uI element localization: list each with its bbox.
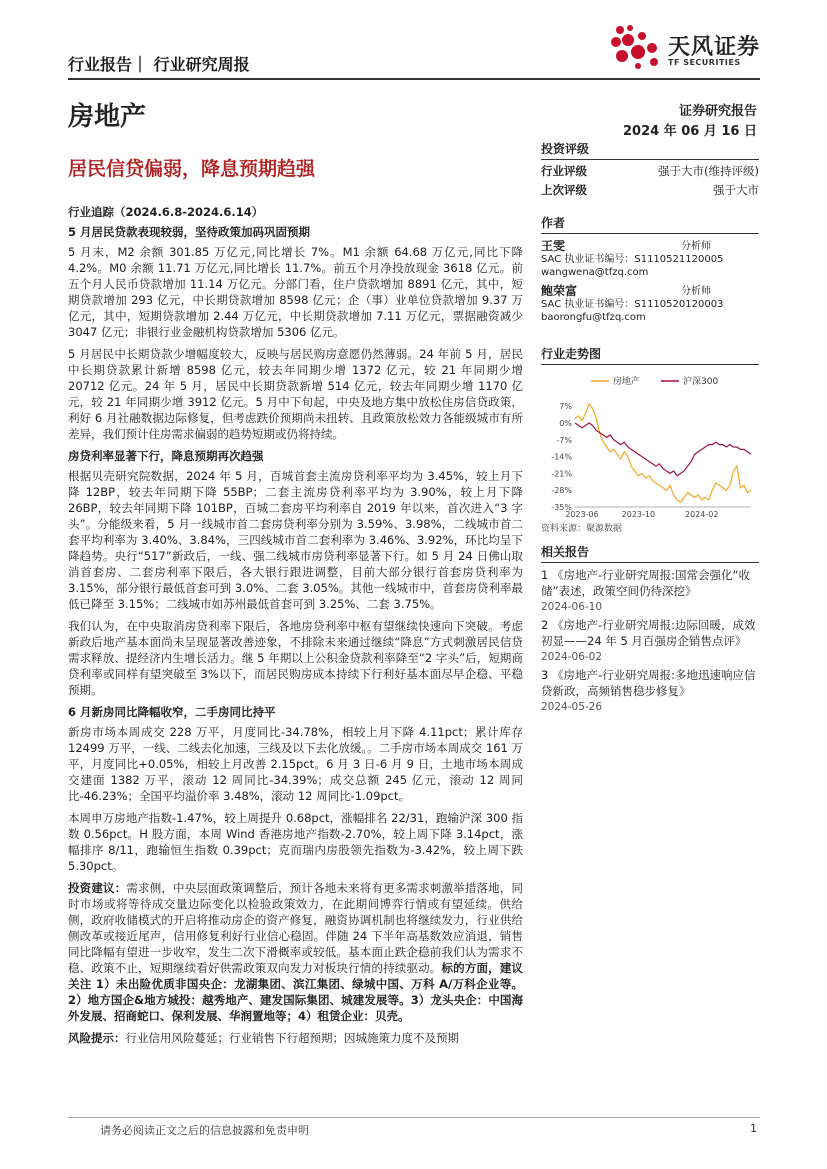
doc-kind: 证券研究报告	[678, 104, 757, 119]
chart-source: 资料来源：聚源数据	[541, 524, 623, 534]
report-category: 行业报告｜ 行业研究周报	[68, 55, 250, 74]
paragraph-1: 5 月末，M2 余额 301.85 万亿元,同比增长 7%。M1 余额 64.68 万亿元,同比下降 4.2%。M0 余额 11.71 万亿元,同比增长 11.7%。前五个月净投放现金 3618 亿元。前五个月人民币贷款增加 11.14 万亿元。分部门看，住户贷款增加 8891 亿元，其中，短期贷款增加 293 亿元，中长期贷款增加 8598 亿元；企（事）业单位贷款增加 9.37 万亿元，其中，短期贷款增加 2.44 万亿元，中长期贷款增加 7.11 万亿元，票据融资减少 3047 亿元；非银行业金融机构贷款增加 5306 亿元。	[68, 245, 523, 339]
risk-lead: 风险提示：	[68, 1031, 126, 1045]
related-date: 2024-05-26	[541, 701, 603, 713]
logo-cn: 天风证券	[668, 35, 761, 60]
section-heading-2: 房贷利率显著下行，降息预期再次趋强	[68, 449, 264, 463]
related-item[interactable]	[541, 667, 759, 715]
author-name: 鲍荣富	[541, 284, 578, 298]
related-heading: 相关报告	[541, 543, 759, 563]
author-item	[541, 285, 759, 324]
paragraph-2: 5 月居民中长期贷款少增幅度较大，反映与居民购房意愿仍然薄弱。24 年前 5 月，居民中长期贷款累计新增 8598 亿元，较去年同期少增 1372 亿元，较 21 年同期少增 20712 亿元。24 年 5 月，居民中长期贷款新增 514 亿元，较去年同期少增 1170 亿元，较 21 年同期少增 3912 亿元。5 月中下旬起，中央及地方集中放松住房信贷政策，利好 6 月社融数据边际修复，但考虑跌价预期尚未扭转、且政策放松效力各能级城市有所差异，我们预计住房需求偏弱的趋势短期或仍将持续。	[68, 347, 523, 441]
author-sac: SAC 执业证书编号：S1110520120003	[541, 299, 724, 310]
y-tick-label: -28%	[551, 486, 572, 496]
main-content	[68, 200, 523, 1052]
y-tick-label: -35%	[551, 503, 572, 512]
author-email[interactable]: baorongfu@tfzq.com	[541, 312, 646, 323]
y-tick-label: -21%	[551, 469, 572, 479]
prev-rating-row	[541, 182, 759, 198]
tracking-heading: 行业追踪（2024.6.8-2024.6.14）	[68, 205, 264, 219]
report-title: 居民信贷偏弱，降息预期趋强	[68, 158, 316, 180]
trend-chart	[541, 369, 759, 519]
investment-advice	[68, 880, 523, 1024]
related-item[interactable]	[541, 567, 759, 615]
y-tick-label: 7%	[559, 402, 572, 412]
author-name: 王雯	[541, 239, 566, 253]
section-heading-1: 5 月居民贷款表现较弱，坚待政策加码巩固预期	[68, 225, 311, 239]
paragraph-4: 我们认为，在中央取消房贷利率下限后，各地房贷利率中枢有望继续快速向下突破。考虑新政后地产基本面尚未呈现显著改善迹象，不排除未来通过继续“降息”方式刺激居民信贷需求释放、提经济内生增长活力。继 5 年期以上公积金贷款利率降至“2 字头”后，短期商贷利率或同样有望突破至 3%以下，而居民购房成本持续下行利好基本面尽早企稳、平稳预期。	[68, 619, 523, 697]
paragraph-5: 新房市场本周成交 228 万平，月度同比-34.78%，相较上月下降 4.11pct；累计库存 12499 万平，一线、二线去化加速，三线及以下去化放缓。。二手房市场本周成交 161 万平，月度同比+0.05%，相较上月改善 2.15pct。6 月 3 日-6 月 9 日，土地市场本周成交建面 1382 万平，滚动 12 周同比-34.39%；成交总额 245 亿元，滚动 12 周同比-46.23%；全国平均溢价率 3.48%，滚动 12 周同比-1.09pct。	[68, 725, 523, 803]
report-date: 2024 年 06 月 16 日	[623, 124, 757, 139]
related-title[interactable]: 3 《房地产-行业研究周报:多地迅速响应信贷新政，高频销售稳步修复》	[541, 668, 756, 698]
prev-rating-key: 上次评级	[541, 183, 587, 197]
authors-block	[541, 214, 759, 324]
related-item[interactable]	[541, 617, 759, 665]
rating-heading: 投资评级	[541, 140, 759, 160]
footer-disclaimer[interactable]: 请务必阅读正文之后的信息披露和免责申明	[100, 1124, 309, 1137]
related-date: 2024-06-02	[541, 651, 603, 663]
header-divider	[68, 78, 760, 80]
trend-block	[541, 345, 759, 534]
author-email[interactable]: wangwena@tfzq.com	[541, 267, 649, 278]
page-number: 1	[750, 1122, 757, 1135]
rating-key: 行业评级	[541, 164, 587, 178]
advice-text: 需求侧，中央层面政策调整后，预计各地未来将有更多需求刺激举措落地，同时市场或将等待成交量边际变化以检验政策效力，在此期间博弈行情或有望延续。供给侧，政府收储模式的开启将推动房企的资产修复，融资协调机制也将继续发力，行业供给侧改革或接近尾声，信用修复利好行业信心稳固。伴随 24 下半年高基数效应消退，销售同比降幅有望进一步收窄，发生二次下滑概率或较低。基本面止跌企稳前我们认为需求不稳、政策不止，短期继续看好供需政策双向发力对板块行情的持续驱动。	[68, 881, 523, 975]
series-line-hs300	[575, 423, 751, 476]
x-tick-label: 2024-02	[685, 510, 719, 519]
author-sac: SAC 执业证书编号：S1110521120005	[541, 254, 724, 265]
advice-targets: 标的方面，建议关注 1）未出险优质非国央企：龙湖集团、滨江集团、绿城中国、万科 A/万科企业等。2）地方国企&地方城投：越秀地产、建发国际集团、城建发展等。3）龙头央企：中国海外发展、招商蛇口、保利发展、华润置地等；4）租赁企业：贝壳。	[68, 961, 524, 1023]
advice-lead: 投资建议：	[68, 881, 127, 895]
legend-label: 沪深300	[683, 377, 719, 387]
related-date: 2024-06-10	[541, 601, 603, 613]
company-logo	[608, 22, 664, 72]
footer-divider	[68, 1117, 760, 1118]
related-block	[541, 543, 759, 715]
author-role: 分析师	[681, 286, 711, 297]
sector-title: 房地产	[68, 102, 147, 132]
paragraph-6: 本周申万房地产指数-1.47%，较上周提升 0.68pct，涨幅排名 22/31，跑输沪深 300 指数 0.56pct。H 股方面，本周 Wind 香港房地产指数-2.70%，较上周下降 3.14pct，涨幅排序 8/11，跑输恒生指数 0.39pct；克而瑞内房股领先指数为-3.42%，较上周下跌 5.30pct。	[68, 811, 523, 873]
paragraph-3: 根据贝壳研究院数据，2024 年 5 月，百城首套主流房贷利率平均为 3.45%，较上月下降 12BP，较去年同期下降 55BP；二套主流房贷利率平均为 3.90%，较上月下降 26BP，较去年同期下降 101BP，百城二套房平均利率自 2019 年以来，首次进入“3 字头”。分能级来看，5 月一线城市首二套房贷利率分别为 3.59%、3.98%，二线城市首二套平均利率为 3.40%、3.84%，三四线城市首二套利率为 3.46%、3.92%，环比均呈下降趋势。央行“517”新政后，一线、强二线城市房贷利率显著下行。如 5 月 24 日佛山取消首套房、二套房利率下限后，各大银行跟进调整，目前大部分银行首套房贷利率为 3.15%，部分银行最低首套可到 3.0%、二套 3.05%。其他一线城市中，首套房贷利率最低已降至 3.15%；二线城市如苏州最低首套可到 3.25%、二套 3.75%。	[68, 469, 523, 611]
logo-en: TF SECURITIES	[668, 58, 741, 67]
x-tick-label: 2023-06	[565, 510, 599, 519]
x-tick-label: 2023-10	[621, 510, 656, 519]
y-tick-label: 0%	[559, 419, 572, 428]
y-tick-label: -14%	[551, 452, 572, 462]
author-item	[541, 240, 759, 279]
related-title[interactable]: 1 《房地产-行业研究周报:国常会强化“收储”表述，政策空间仍待深挖》	[541, 568, 750, 598]
risk-text: 行业信用风险蔓延；行业销售下行超预期；因城施策力度不及预期	[125, 1031, 459, 1045]
section-heading-3: 6 月新房同比降幅收窄，二手房同比持平	[68, 705, 276, 719]
risk-warning	[68, 1030, 523, 1046]
author-role: 分析师	[681, 241, 711, 252]
legend-label: 房地产	[613, 377, 641, 387]
y-tick-label: -7%	[556, 435, 572, 445]
logo-mark-icon	[608, 22, 664, 72]
rating-row	[541, 163, 759, 179]
authors-heading: 作者	[541, 214, 759, 234]
rating-block	[541, 140, 759, 198]
series-line-real-estate	[575, 404, 751, 502]
trend-heading: 行业走势图	[541, 345, 759, 365]
rating-value: 强于大市(维持评级)	[658, 164, 759, 178]
related-title[interactable]: 2 《房地产-行业研究周报:边际回暖，成效初显——24 年 5 月百强房企销售点评》	[541, 618, 756, 648]
prev-rating-value: 强于大市	[713, 183, 759, 197]
